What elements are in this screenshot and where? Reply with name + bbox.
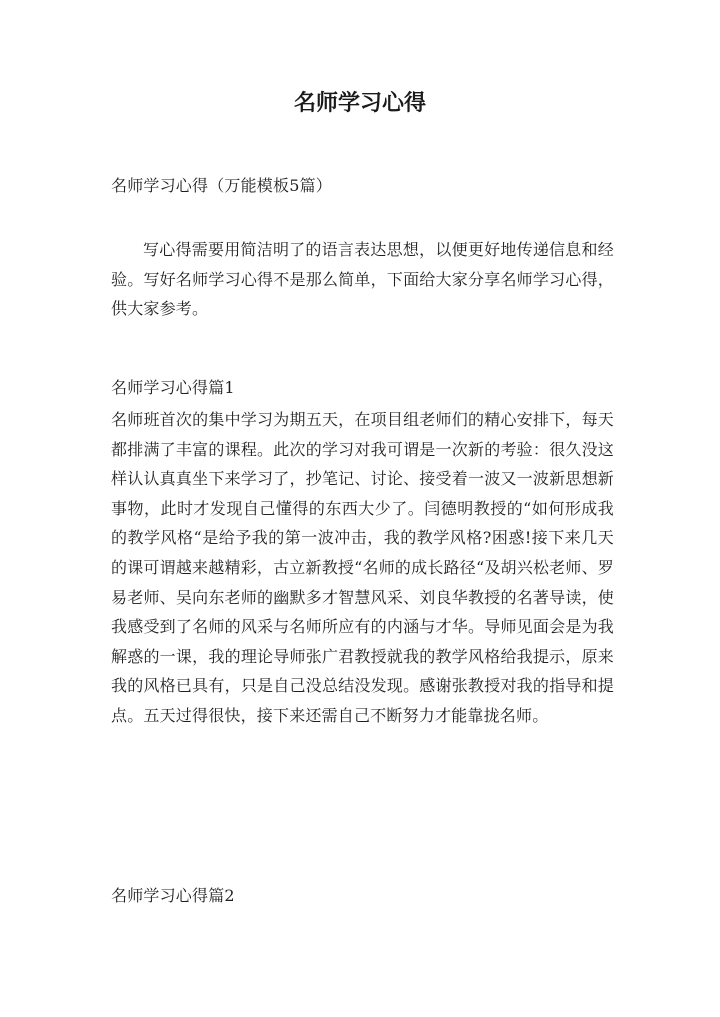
section-heading-1: 名师学习心得篇1 bbox=[111, 378, 235, 397]
section-body-1: 名师班首次的集中学习为期五天，在项目组老师们的精心安排下，每天都排满了丰富的课程。此次的学习对我可谓是一次新的考验：很久没这样认认真真坐下来学习了，抄笔记、讨论、接受着一波又一波新思想新事物，此时才发现自己懂得的东西大少了。闫德明教授的“如何形成我的教学风格“是给予我的第一波冲击，我的教学风格?困惑!接下来几天的课可谓越来越精彩，古立新教授“名师的成长路径“及胡兴松老师、罗易老师、吴向东老师的幽默多才智慧风采、刘良华教授的名著导读，使我感受到了名师的风采与名师所应有的内涵与才华。导师见面会是为我解惑的一课，我的理论导师张广君教授就我的教学风格给我提示，原来我的风格已具有，只是自己没总结没发现。感谢张教授对我的指导和提点。五天过得很快，接下来还需自己不断努力才能靠拢名师。 bbox=[111, 410, 614, 725]
section-heading-2: 名师学习心得篇2 bbox=[111, 886, 235, 905]
document-title: 名师学习心得 bbox=[293, 91, 426, 116]
intro-paragraph: 写心得需要用简洁明了的语言表达思想，以便更好地传递信息和经验。写好名师学习心得不是那么简单，下面给大家分享名师学习心得，供大家参考。 bbox=[111, 240, 614, 318]
document-subtitle: 名师学习心得（万能模板5篇） bbox=[111, 176, 332, 195]
